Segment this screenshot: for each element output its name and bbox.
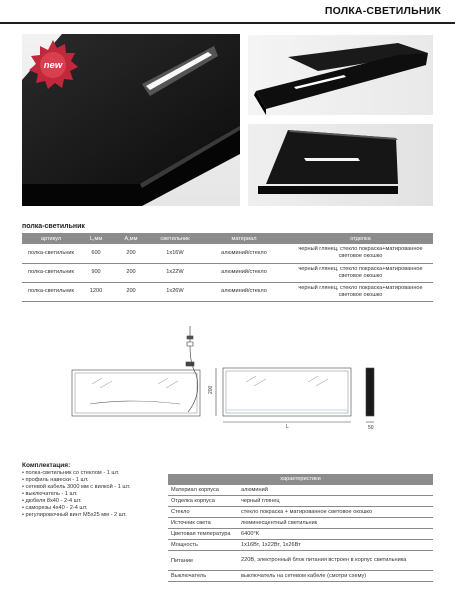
page-title: ПОЛКА-СВЕТИЛЬНИК xyxy=(324,5,441,17)
col-lamp: светильник xyxy=(150,233,200,244)
col-article: артикул xyxy=(22,233,80,244)
table-row xyxy=(168,551,433,571)
kit-title: Комплектация: xyxy=(22,462,71,469)
table-row xyxy=(168,518,433,529)
cell-article: полка-светильник xyxy=(22,244,80,263)
list-item: • полка-светильник со стеклом - 1 шт. xyxy=(22,470,130,477)
char-key: Выключатель xyxy=(171,573,207,579)
cell-lamp: 1x22W xyxy=(150,263,200,282)
char-value: выключатель на сетевом кабеле (смотри схему) xyxy=(241,572,367,579)
table-row xyxy=(168,540,433,551)
technical-drawings xyxy=(60,318,390,431)
cell-article: полка-светильник xyxy=(22,263,80,282)
cell-length: 900 xyxy=(80,263,112,282)
list-item: • профиль навески - 1 шт. xyxy=(22,477,130,484)
header-rule xyxy=(0,22,455,24)
char-key: Цветовая температура xyxy=(171,531,231,537)
list-item: • выключатель - 1 шт. xyxy=(22,491,130,498)
char-value: 6400°K xyxy=(241,530,260,537)
list-item: • саморезы 4х40 - 2-4 шт. xyxy=(22,505,130,512)
cell-finish: черный глянец, стекло покраска+матированное световое окошко xyxy=(288,282,433,301)
table-header-row xyxy=(22,233,433,244)
col-width: A,мм xyxy=(112,233,150,244)
product-photo-front xyxy=(248,35,433,115)
char-key: Отделка корпуса xyxy=(171,498,215,504)
char-key: Материал корпуса xyxy=(171,487,219,493)
cell-article: полка-светильник xyxy=(22,282,80,301)
char-key: Источник света xyxy=(171,520,211,526)
cell-finish: черный глянец, стекло покраска+матированное световое окошко xyxy=(288,244,433,263)
char-value: стекло покраска + матированное световое окошко xyxy=(241,508,373,515)
char-value: черный глянец xyxy=(241,497,280,504)
cell-material: алюминий/стекло xyxy=(200,282,288,301)
new-badge-label: new xyxy=(43,60,63,71)
list-item: • дюбеля 8х40 - 2-4 шт. xyxy=(22,498,130,505)
col-length: L,мм xyxy=(80,233,112,244)
drawing-front-dimensioned xyxy=(216,368,351,422)
table-row xyxy=(22,244,433,263)
drawing-side xyxy=(366,368,374,422)
spec-table xyxy=(22,233,433,302)
col-material: материал xyxy=(200,233,288,244)
product-photo-side xyxy=(248,124,433,206)
cell-material: алюминий/стекло xyxy=(200,244,288,263)
table-row xyxy=(168,496,433,507)
char-key: Мощность xyxy=(171,542,198,548)
cell-length: 600 xyxy=(80,244,112,263)
char-value: 1x16Вт, 1x22Вт, 1x26Вт xyxy=(241,541,301,548)
characteristics-table xyxy=(168,474,433,582)
char-key: Питание xyxy=(171,557,194,564)
cell-material: алюминий/стекло xyxy=(200,263,288,282)
drawing-front-with-cable xyxy=(72,326,200,416)
dim-height-label: 200 xyxy=(208,385,214,394)
table-section-title: полка-светильник xyxy=(22,223,85,230)
list-item: • регулировочный винт М5х25 мм - 2 шт. xyxy=(22,512,130,519)
dim-depth-label: 50 xyxy=(368,425,374,431)
char-value: алюминий xyxy=(241,486,268,493)
cell-width: 200 xyxy=(112,282,150,301)
cell-lamp: 1x16W xyxy=(150,244,200,263)
cell-length: 1200 xyxy=(80,282,112,301)
dim-length-label: L xyxy=(286,424,289,430)
cell-lamp: 1x26W xyxy=(150,282,200,301)
kit-list xyxy=(22,470,130,519)
table-row xyxy=(168,485,433,496)
table-row xyxy=(168,571,433,582)
characteristics-title: характеристики xyxy=(168,474,433,485)
char-value: люминесцентный светильник xyxy=(241,519,318,526)
cell-width: 200 xyxy=(112,263,150,282)
char-value: 220В, электронный блок питания встроен в корпус светильника xyxy=(241,557,407,563)
table-row xyxy=(22,263,433,282)
table-row xyxy=(22,282,433,301)
cell-finish: черный глянец, стекло покраска+матированное световое окошко xyxy=(288,263,433,282)
table-row xyxy=(168,529,433,540)
table-row xyxy=(168,507,433,518)
cell-width: 200 xyxy=(112,244,150,263)
char-key: Стекло xyxy=(171,509,190,515)
col-finish: отделка xyxy=(288,233,433,244)
list-item: • сетевой кабель 3000 мм с вилкой - 1 шт. xyxy=(22,484,130,491)
